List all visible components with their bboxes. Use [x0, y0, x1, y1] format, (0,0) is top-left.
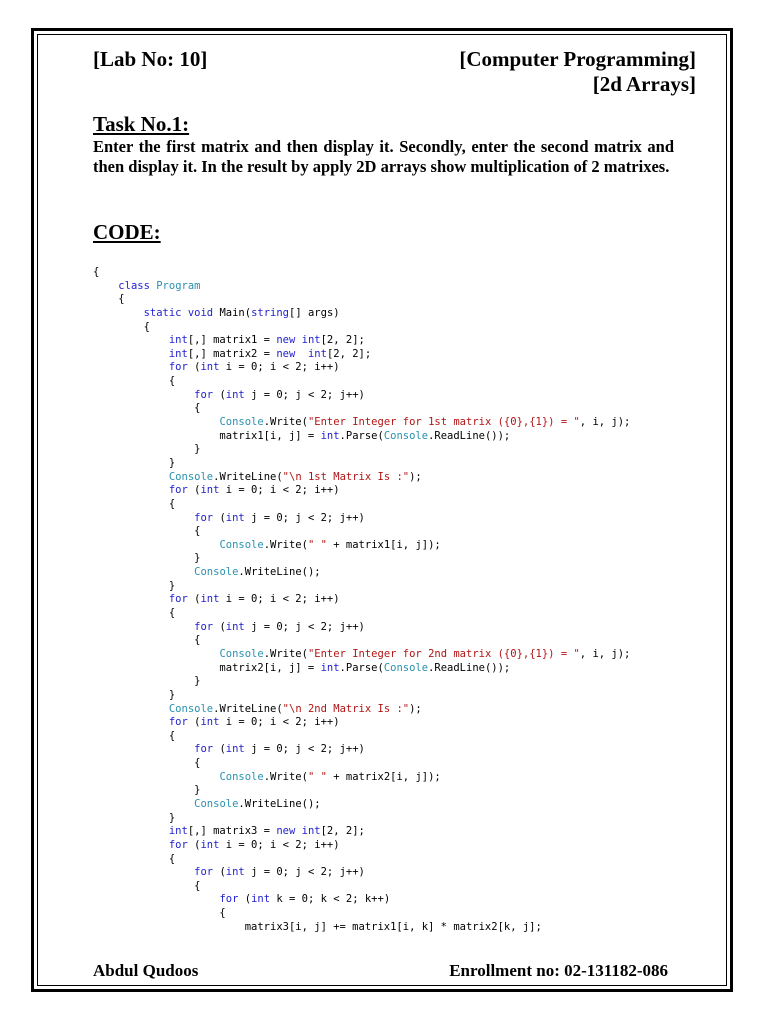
- code-token: [93, 866, 194, 878]
- code-token: int: [225, 620, 245, 633]
- code-token: }: [93, 688, 176, 701]
- code-line: [93, 634, 630, 648]
- code-token: [93, 389, 194, 401]
- code-line: [93, 689, 630, 703]
- code-token: [93, 839, 169, 851]
- code-line: [93, 348, 630, 362]
- code-token: Console: [383, 429, 429, 442]
- task-title: Task No.1:: [93, 112, 190, 136]
- code-line: [93, 716, 630, 730]
- code-token: .Write(: [263, 770, 308, 783]
- code-token: int: [200, 361, 220, 374]
- code-token: [93, 716, 169, 728]
- code-token: Console: [219, 770, 264, 783]
- code-token: (: [213, 866, 226, 879]
- code-token: "Enter Integer for 2nd matrix ({0},{1}) = ": [307, 647, 580, 660]
- code-token: [93, 743, 194, 755]
- code-token: matrix1[i, j] =: [93, 429, 321, 442]
- course-title: [Computer Programming]: [459, 47, 696, 71]
- code-token: (: [213, 511, 226, 524]
- code-token: string: [251, 306, 290, 319]
- code-token: {: [93, 402, 201, 415]
- code-token: .ReadLine());: [428, 429, 511, 442]
- code-token: int: [225, 388, 245, 401]
- code-line: [93, 648, 630, 662]
- code-token: class: [118, 279, 150, 292]
- code-line: [93, 525, 630, 539]
- code-token: {: [93, 607, 176, 620]
- code-token: [93, 648, 219, 660]
- code-token: .WriteLine(: [213, 702, 283, 715]
- code-line: [93, 266, 630, 280]
- topic-title: [2d Arrays]: [592, 72, 696, 96]
- code-token: Console: [219, 416, 264, 429]
- code-line: [93, 593, 630, 607]
- code-token: {: [93, 375, 176, 388]
- code-line: [93, 757, 630, 771]
- code-token: j = 0; j < 2; j++): [244, 866, 365, 879]
- code-line: [93, 743, 630, 757]
- code-token: [93, 348, 169, 360]
- code-token: i = 0; i < 2; i++): [219, 593, 340, 606]
- code-line: [93, 471, 630, 485]
- lab-number: [Lab No: 10]: [93, 47, 208, 71]
- code-token: for: [168, 838, 188, 851]
- code-token: [93, 280, 118, 292]
- code-token: [93, 416, 219, 428]
- code-token: [93, 471, 169, 483]
- code-token: [93, 307, 144, 319]
- code-line: [93, 361, 630, 375]
- code-token: (: [187, 593, 201, 606]
- code-token: .Write(: [263, 538, 308, 551]
- code-block: [93, 266, 630, 934]
- code-token: i = 0; i < 2; i++): [219, 361, 340, 374]
- code-line: [93, 552, 630, 566]
- code-token: {: [93, 852, 176, 865]
- code-token: }: [93, 443, 201, 456]
- enrollment-number: Enrollment no: 02-131182-086: [449, 961, 668, 980]
- code-line: [93, 307, 630, 321]
- code-token: j = 0; j < 2; j++): [244, 620, 365, 633]
- code-token: {: [93, 634, 201, 647]
- code-token: for: [168, 593, 188, 606]
- code-token: k = 0; k < 2; k++): [270, 893, 391, 906]
- code-token: for: [168, 716, 188, 729]
- code-token: [93, 771, 219, 783]
- code-token: int: [320, 661, 340, 674]
- code-heading: CODE:: [93, 220, 161, 244]
- code-line: [93, 484, 630, 498]
- code-token: Console: [168, 470, 214, 483]
- code-token: );: [409, 470, 422, 483]
- code-token: "\n 1st Matrix Is :": [282, 470, 410, 483]
- code-token: new: [276, 334, 296, 347]
- code-token: [93, 361, 169, 373]
- code-line: [93, 921, 630, 935]
- code-token: i = 0; i < 2; i++): [219, 838, 340, 851]
- code-token: int: [168, 347, 188, 360]
- code-token: }: [93, 811, 176, 824]
- code-line: [93, 402, 630, 416]
- code-token: Console: [194, 566, 239, 579]
- code-token: for: [194, 866, 214, 879]
- code-token: int: [168, 334, 188, 347]
- code-line: [93, 607, 630, 621]
- code-line: [93, 443, 630, 457]
- code-token: [,] matrix2 =: [187, 347, 277, 360]
- code-line: [93, 853, 630, 867]
- code-token: [,] matrix3 =: [187, 825, 277, 838]
- code-token: .Parse(: [339, 661, 384, 674]
- code-token: static: [143, 306, 182, 319]
- code-line: [93, 416, 630, 430]
- code-line: [93, 621, 630, 635]
- code-token: int: [200, 716, 220, 729]
- code-token: {: [93, 266, 100, 278]
- code-token: "\n 2nd Matrix Is :": [282, 702, 410, 715]
- code-token: void: [187, 306, 214, 319]
- code-token: (: [187, 484, 201, 497]
- code-line: [93, 662, 630, 676]
- code-token: for: [194, 620, 214, 633]
- code-line: [93, 498, 630, 512]
- code-token: .ReadLine());: [428, 661, 511, 674]
- code-token: Console: [168, 702, 214, 715]
- code-token: [93, 539, 219, 551]
- code-line: [93, 566, 630, 580]
- code-token: [93, 703, 169, 715]
- code-token: int: [200, 593, 220, 606]
- code-token: }: [93, 579, 176, 592]
- code-token: j = 0; j < 2; j++): [244, 743, 365, 756]
- code-line: [93, 703, 630, 717]
- code-token: Console: [383, 661, 429, 674]
- code-token: matrix3[i, j] += matrix1[i, k] * matrix2[k, j];: [93, 920, 542, 933]
- code-token: " ": [307, 538, 327, 551]
- code-token: i = 0; i < 2; i++): [219, 484, 340, 497]
- code-line: [93, 280, 630, 294]
- code-line: [93, 730, 630, 744]
- code-line: [93, 825, 630, 839]
- code-token: [93, 566, 194, 578]
- code-token: }: [93, 675, 201, 688]
- code-token: for: [168, 361, 188, 374]
- code-token: int: [168, 825, 188, 838]
- code-token: {: [93, 729, 176, 742]
- code-line: [93, 430, 630, 444]
- code-line: [93, 539, 630, 553]
- code-token: [93, 593, 169, 605]
- code-token: int: [307, 347, 327, 360]
- code-token: }: [93, 784, 201, 797]
- code-token: (: [187, 361, 201, 374]
- code-token: for: [194, 511, 214, 524]
- code-line: [93, 512, 630, 526]
- code-token: + matrix1[i, j]);: [326, 538, 441, 551]
- code-token: {: [93, 320, 150, 333]
- code-token: int: [320, 429, 340, 442]
- code-token: + matrix2[i, j]);: [326, 770, 441, 783]
- code-token: (: [187, 716, 201, 729]
- code-token: new: [276, 825, 296, 838]
- code-token: [93, 334, 169, 346]
- code-token: Console: [219, 538, 264, 551]
- code-token: {: [93, 497, 176, 510]
- code-line: [93, 293, 630, 307]
- code-token: Main(: [213, 306, 252, 319]
- code-token: .Write(: [263, 416, 308, 429]
- code-token: int: [225, 511, 245, 524]
- code-token: Program: [156, 279, 201, 292]
- code-token: [93, 825, 169, 837]
- code-token: (: [187, 838, 201, 851]
- code-token: for: [194, 743, 214, 756]
- code-token: [93, 512, 194, 524]
- code-line: [93, 907, 630, 921]
- code-line: [93, 580, 630, 594]
- code-token: (: [213, 620, 226, 633]
- code-line: [93, 334, 630, 348]
- code-token: );: [409, 702, 422, 715]
- code-token: new: [276, 347, 296, 360]
- code-token: int: [200, 838, 220, 851]
- code-token: int: [225, 866, 245, 879]
- code-token: {: [93, 293, 125, 306]
- code-token: "Enter Integer for 1st matrix ({0},{1}) = ": [307, 416, 580, 429]
- code-token: i = 0; i < 2; i++): [219, 716, 340, 729]
- code-line: [93, 798, 630, 812]
- code-token: .Parse(: [339, 429, 384, 442]
- code-token: }: [93, 456, 176, 469]
- code-token: j = 0; j < 2; j++): [244, 511, 365, 524]
- code-line: [93, 389, 630, 403]
- code-token: [93, 798, 194, 810]
- code-token: [] args): [289, 306, 340, 319]
- code-token: , i, j);: [579, 647, 631, 660]
- author-name: Abdul Qudoos: [93, 961, 199, 980]
- code-token: (: [238, 893, 252, 906]
- code-token: [2, 2];: [326, 347, 372, 360]
- code-token: .Write(: [263, 647, 308, 660]
- code-token: [,] matrix1 =: [187, 334, 277, 347]
- code-line: [93, 812, 630, 826]
- code-token: {: [93, 757, 201, 770]
- code-token: .WriteLine(: [213, 470, 283, 483]
- code-token: (: [213, 388, 226, 401]
- code-line: [93, 880, 630, 894]
- code-token: j = 0; j < 2; j++): [244, 388, 365, 401]
- code-token: {: [93, 907, 226, 920]
- code-token: [93, 484, 169, 496]
- code-token: int: [200, 484, 220, 497]
- code-line: [93, 375, 630, 389]
- code-line: [93, 866, 630, 880]
- code-token: [295, 348, 308, 360]
- code-token: [93, 893, 219, 905]
- code-line: [93, 893, 630, 907]
- code-token: [2, 2];: [320, 334, 365, 347]
- code-line: [93, 771, 630, 785]
- code-token: int: [251, 893, 271, 906]
- code-token: [2, 2];: [320, 825, 365, 838]
- code-token: Console: [194, 797, 239, 810]
- code-token: {: [93, 525, 201, 538]
- code-token: for: [194, 388, 214, 401]
- code-token: matrix2[i, j] =: [93, 661, 321, 674]
- code-token: {: [93, 879, 201, 892]
- code-line: [93, 321, 630, 335]
- code-token: int: [301, 334, 321, 347]
- code-token: Console: [219, 647, 264, 660]
- code-token: int: [301, 825, 321, 838]
- code-token: (: [213, 743, 226, 756]
- code-line: [93, 457, 630, 471]
- code-token: " ": [307, 770, 327, 783]
- task-description: Enter the first matrix and then display it. Secondly, enter the second matrix and then display it. In the result by apply 2D arrays show multiplication of 2 matrixes.: [93, 137, 674, 176]
- code-token: .WriteLine();: [238, 797, 321, 810]
- code-token: , i, j);: [579, 416, 631, 429]
- code-line: [93, 784, 630, 798]
- code-token: }: [93, 552, 201, 565]
- code-token: for: [219, 893, 239, 906]
- code-token: [93, 621, 194, 633]
- code-token: int: [225, 743, 245, 756]
- code-line: [93, 675, 630, 689]
- code-token: .WriteLine();: [238, 566, 321, 579]
- code-line: [93, 839, 630, 853]
- code-token: for: [168, 484, 188, 497]
